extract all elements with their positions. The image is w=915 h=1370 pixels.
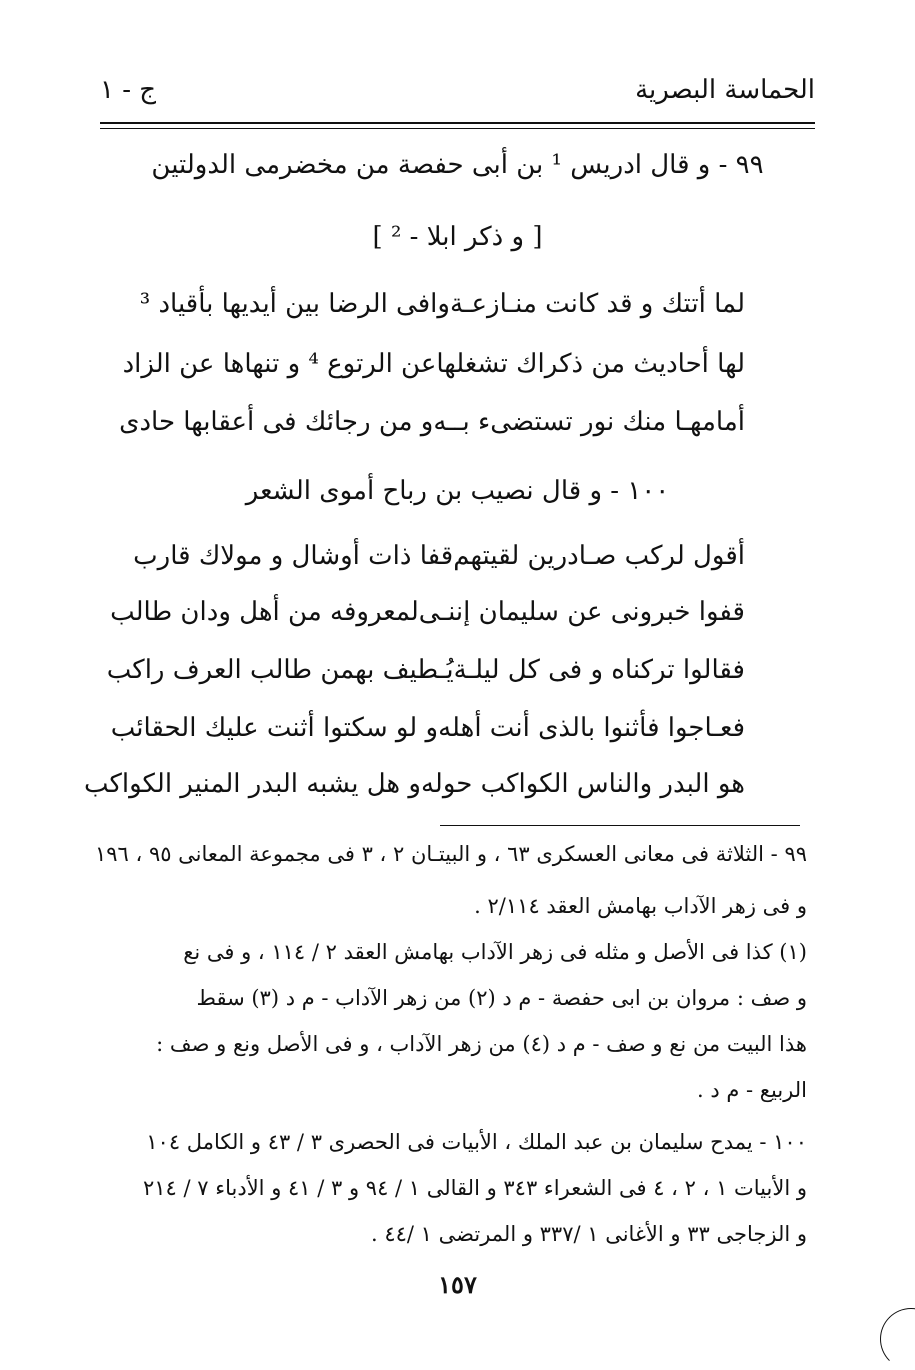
verse-second-hemistich: و هل يشبه البدر المنير الكواكب <box>83 769 421 799</box>
poem-99-subheading: [ و ذكر ابلا - ² ] <box>372 222 543 252</box>
verse-second-hemistich: و من رجائك فى أعقابها حادى <box>119 407 434 437</box>
footnote-line: هذا البيت من نع و صف - م د (٤) من زهر الآداب ، و فى الأصل ونع و صف : <box>156 1032 807 1056</box>
poem-99-heading: ٩٩ - و قال ادريس ¹ بن أبى حفصة من مخضرمى الدولتين <box>151 150 764 180</box>
footnote-line: و الزجاجى ٣٣ و الأغانى ١ /٣٣٧ و المرتضى ١ /٤٤ . <box>370 1222 807 1246</box>
verse-row <box>110 706 745 750</box>
verse-row <box>133 534 745 578</box>
volume-number: ج - ١ <box>100 75 157 105</box>
page-corner-curl <box>880 1308 915 1370</box>
footnote-line: (١) كذا فى الأصل و مثله فى زهر الآداب بهامش العقد ٢ / ١١٤ ، و فى نع <box>183 940 807 964</box>
footnote-line: و فى زهر الآداب بهامش العقد ٢/١١٤ . <box>474 894 807 918</box>
verse-first-hemistich: أمامهـا منك نور تستضىء بــه <box>433 407 745 437</box>
verse-second-hemistich: قفا ذات أوشال و مولاك قارب <box>133 541 454 571</box>
verse-row <box>122 342 745 386</box>
verse-second-hemistich: عن الرتوع ⁴ و تنهاها عن الزاد <box>122 349 437 379</box>
verse-first-hemistich: هو البدر والناس الكواكب حوله <box>420 769 745 799</box>
footnote-line: الربيع - م د . <box>696 1078 807 1102</box>
verse-first-hemistich: فقالوا تركناه و فى كل ليلـة <box>453 655 745 685</box>
verse-row <box>119 400 745 444</box>
header-rule-thin <box>100 128 815 129</box>
verse-row <box>140 282 745 326</box>
footnote-line: و الأبيات ١ ، ٢ ، ٤ فى الشعراء ٣٤٣ و القالى ١ / ٩٤ و ٣ / ٤١ و الأدباء ٧ / ٢١٤ <box>143 1176 807 1200</box>
header-rule <box>100 122 815 124</box>
verse-second-hemistich: و لو سكتوا أثنت عليك الحقائب <box>110 713 439 743</box>
running-head <box>100 70 815 110</box>
footnote-separator <box>440 825 800 826</box>
verse-first-hemistich: لما أتتك و قد كانت منـازعـة <box>449 289 745 319</box>
verse-second-hemistich: لمعروفه من أهل ودان طالب <box>110 597 419 627</box>
footnote-line: ١٠٠ - يمدح سليمان بن عبد الملك ، الأبيات فى الحصرى ٣ / ٤٣ و الكامل ١٠٤ <box>146 1130 807 1154</box>
footnote-line: و صف : مروان بن ابى حفصة - م د (٢) من زهر الآداب - م د (٣) سقط <box>196 986 807 1010</box>
verse-first-hemistich: قفوا خبرونى عن سليمان إننـى <box>418 597 745 627</box>
verse-row <box>83 762 745 806</box>
verse-row <box>106 648 745 692</box>
verse-second-hemistich: وافى الرضا بين أيديها بأقياد ³ <box>139 289 450 319</box>
footnote-line: ٩٩ - الثلاثة فى معانى العسكرى ٦٣ ، و البيتـان ٢ ، ٣ فى مجموعة المعانى ٩٥ ، ١٩٦ <box>94 842 807 866</box>
verse-second-hemistich: يُـطيف بهمن طالب العرف راكب <box>106 655 454 685</box>
verse-first-hemistich: لها أحاديث من ذكراك تشغلها <box>436 349 745 379</box>
poem-100-heading: ١٠٠ - و قال نصيب بن رباح أموى الشعر <box>245 476 670 506</box>
verse-first-hemistich: أقول لركب صـادرين لقيتهم <box>453 541 745 571</box>
book-title: الحماسة البصرية <box>635 75 815 105</box>
verse-row <box>110 590 745 634</box>
verse-first-hemistich: فعـاجوا فأثنوا بالذى أنت أهله <box>438 713 745 743</box>
page-number: ١٥٧ <box>438 1270 477 1299</box>
